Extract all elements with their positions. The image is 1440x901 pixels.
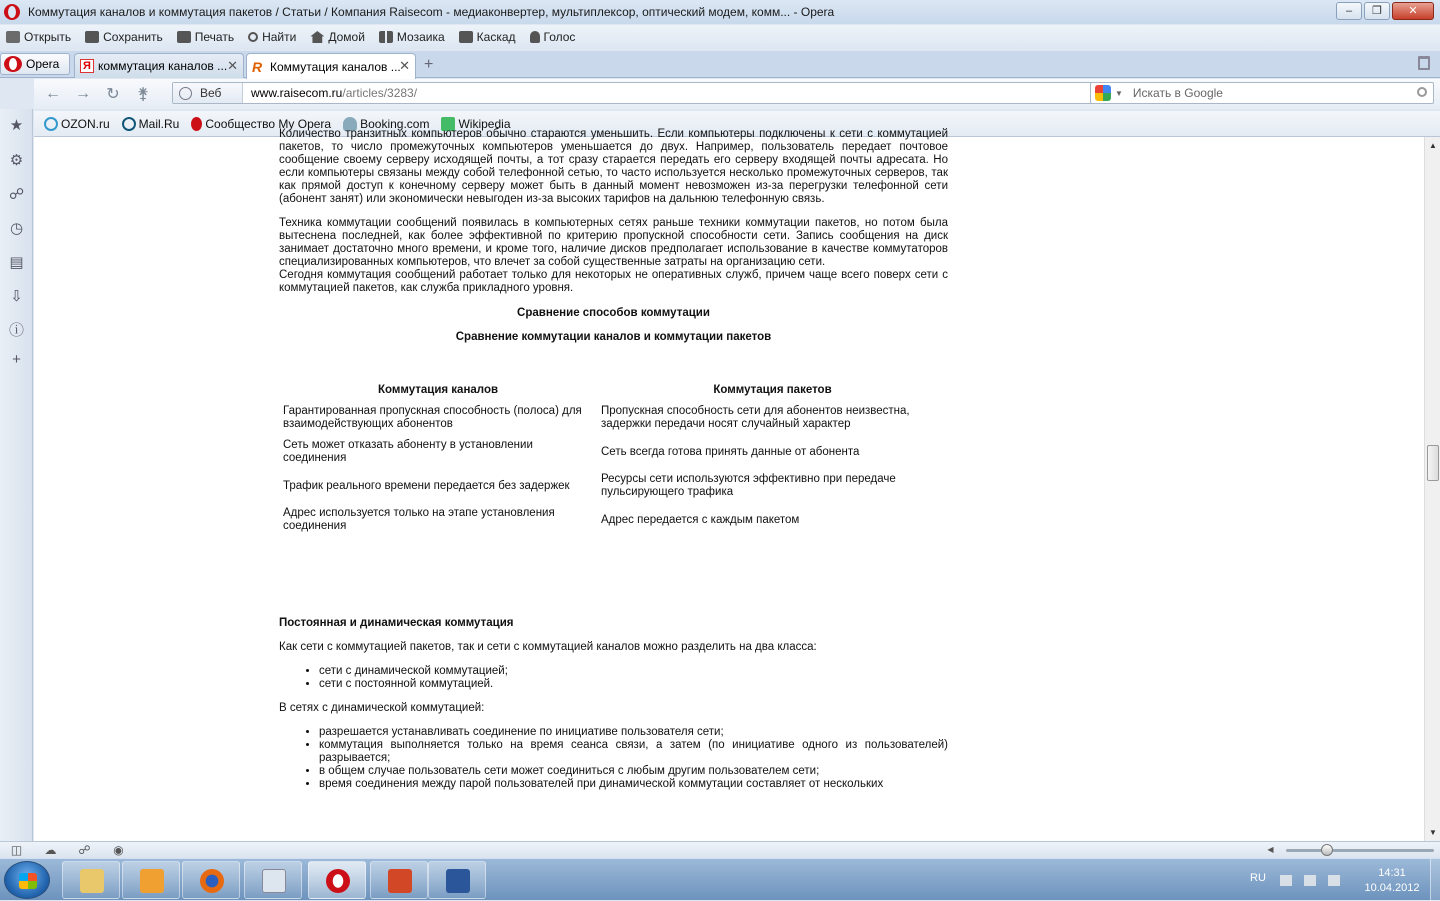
folder-icon (6, 31, 20, 43)
zoom-slider-thumb[interactable] (1321, 844, 1333, 856)
address-row (34, 79, 1440, 109)
taskbar-firefox[interactable] (182, 861, 240, 899)
list-item: • сети с динамической коммутацией; (319, 665, 948, 678)
printer-icon (177, 31, 191, 43)
action-center-flag-icon[interactable] (1304, 875, 1316, 886)
language-indicator[interactable]: RU (1250, 872, 1266, 884)
share-icon[interactable]: ☍ (9, 186, 25, 203)
google-icon (1095, 85, 1111, 101)
search-icon[interactable] (1417, 87, 1427, 97)
cascade-icon (459, 31, 473, 43)
table-row (279, 403, 948, 437)
side-panel (0, 109, 33, 841)
scroll-up-arrow-icon[interactable]: ▲ (1429, 141, 1437, 150)
panel-toggle-icon[interactable]: ◫ (10, 843, 23, 857)
unite-icon[interactable]: ☍ (78, 843, 91, 857)
section-heading: Сравнение способов коммутации (517, 307, 710, 319)
taskbar-calculator[interactable] (244, 861, 302, 899)
list-item: • время соединения между парой пользователей при динамической коммутации составляет от нескольких (319, 778, 948, 791)
opera-icon (326, 869, 350, 893)
status-bar (0, 841, 1440, 858)
comparison-table (279, 380, 948, 539)
web-badge[interactable]: Веб (173, 83, 243, 103)
table-header: Коммутация пакетов (713, 384, 832, 396)
article-paragraph: Техника коммутации сообщений появилась в компьютерных сетях раньше техники коммутации пакетов, но потом была вытеснена последней, как более эффективной по критерию пропускной способности сети. Запись сообщения на диск занимает достаточно много времени, и кроме того, наличие дисков предполагает использование в качестве коммутаторов специализированных компьютеров, что влечет за собой существенные затраты на организацию сети. Сегодня коммутация сообщений работает только для некоторых не оперативных служб, причем чаще всего поверх сети с коммутацией пакетов, как служба прикладного уровня. (279, 217, 948, 294)
globe-icon (179, 87, 192, 100)
windows-logo-icon (19, 873, 37, 889)
toolbar-voice[interactable]: Голос (530, 30, 576, 44)
powerpoint-icon (388, 869, 412, 893)
forward-arrow-icon[interactable]: → (75, 85, 91, 102)
tab-bar (0, 51, 1440, 78)
table-cell: Адрес передается с каждым пакетом (601, 513, 800, 526)
vertical-scrollbar[interactable] (1424, 137, 1440, 841)
table-header-row (279, 380, 948, 403)
article-paragraph: Количество транзитных компьютеров обычно стараются уменьшить. Если компьютеры подключены к сети с коммутацией пакетов, то число промежуточных компьютеров уменьшается до двух. Например, пользователь передает почтовое сообщение своему серверу исходящей почты, а тот сразу старается передать его серверу входящей почты адресата. Но если компьютеры связаны между собой телефонной сетью, то часто используется несколько промежуточных серверов, так как прямой доступ к конечному серверу может быть в данный момент невозможен из-за перегрузки телефонной сети (абонент занят) или экономически невыгоден из-за высоких тарифов на дальнюю телефонную связь. (279, 128, 948, 205)
close-button[interactable]: ✕ (1392, 2, 1434, 20)
clock-icon[interactable]: ◷ (9, 220, 24, 237)
taskbar-media-player[interactable] (122, 861, 180, 899)
table-row (279, 471, 948, 505)
toolbar-print[interactable]: Печать (177, 30, 234, 44)
taskbar-word[interactable] (428, 861, 486, 899)
close-tab-icon[interactable]: ✕ (227, 58, 238, 73)
opera-icon (191, 117, 202, 131)
gear-icon[interactable]: ⚙ (9, 152, 24, 169)
raisecom-icon: R (252, 58, 263, 75)
download-icon[interactable]: ⇩ (10, 288, 23, 305)
key-icon[interactable]: ⚵ (137, 86, 149, 103)
tray-arrow-icon[interactable] (1280, 875, 1292, 886)
cloud-icon[interactable]: ☁ (44, 843, 57, 857)
windows-taskbar (0, 858, 1440, 900)
bookmark-myopera[interactable]: Сообщество My Opera (191, 117, 331, 131)
back-arrow-icon[interactable]: ← (45, 85, 61, 102)
notes-icon[interactable]: ▤ (9, 254, 24, 271)
bookmark-wikipedia[interactable]: Wikipedia (441, 117, 510, 131)
word-icon (446, 869, 470, 893)
yandex-icon: Я (80, 59, 94, 73)
toolbar-save[interactable]: Сохранить (85, 30, 163, 44)
info-icon[interactable]: ⓘ (9, 322, 25, 339)
title-bar (0, 0, 1440, 24)
tab-yandex[interactable]: Я коммутация каналов ... ✕ (74, 53, 244, 78)
trash-icon[interactable] (1418, 56, 1430, 70)
search-icon (248, 32, 258, 42)
table-row (279, 505, 948, 539)
article-paragraph: Как сети с коммутацией пакетов, так и сети с коммутацией каналов можно разделить на два класса: (279, 641, 817, 653)
toolbar-cascade[interactable]: Каскад (459, 30, 516, 44)
opera-logo-icon (4, 56, 22, 72)
bullet-list (319, 726, 948, 791)
bookmark-booking[interactable]: Booking.com (343, 117, 429, 131)
bullet-list (319, 665, 948, 691)
table-cell: Пропускная способность сети для абонентов неизвестна, задержки передачи носят случайный характер (601, 405, 910, 430)
new-tab-plus-icon[interactable]: + (424, 56, 434, 73)
search-placeholder: Искать в Google (1132, 86, 1223, 100)
taskbar-explorer[interactable] (62, 861, 120, 899)
url-text[interactable]: www.raisecom.ru/articles/3283/ (251, 86, 418, 100)
minimize-button[interactable]: – (1336, 2, 1362, 20)
table-cell: Гарантированная пропускная способность (полоса) для взаимодействующих абонентов (283, 405, 582, 430)
save-icon (85, 31, 99, 43)
close-tab-icon[interactable]: ✕ (399, 58, 410, 73)
section-title: Постоянная и динамическая коммутация (279, 617, 514, 629)
page-content (34, 128, 1424, 841)
search-field[interactable] (1090, 82, 1434, 104)
list-item: • разрешается устанавливать соединение по инициативе пользователя сети; (319, 726, 948, 739)
table-cell: Сеть всегда готова принять данные от абонента (601, 445, 860, 458)
add-panel-icon[interactable]: + (12, 351, 21, 368)
toolbar-find[interactable]: Найти (248, 30, 296, 44)
star-icon[interactable]: ★ (9, 117, 24, 134)
table-row (279, 437, 948, 471)
ozon-icon (44, 117, 58, 131)
taskbar-powerpoint[interactable] (370, 861, 428, 899)
list-item: • коммутация выполняется только на время сеанса связи, а затем (по инициативе одного из пользователей) разрывается; (319, 739, 948, 765)
clock[interactable]: 14:31 10.04.2012 (1364, 867, 1420, 894)
toolbar-home[interactable]: Домой (310, 30, 365, 44)
folder-icon (80, 869, 104, 893)
table-cell: Трафик реального времени передается без задержек (283, 479, 570, 492)
mailru-icon (122, 117, 136, 131)
bookmark-ozon[interactable]: OZON.ru (44, 117, 110, 131)
zoom-left-arrow-icon[interactable]: ◀ (1267, 845, 1274, 854)
opera-logo-icon (4, 4, 20, 20)
taskbar-opera[interactable] (308, 861, 366, 899)
voice-icon (530, 31, 540, 43)
window-title: Коммутация каналов и коммутация пакетов / Статьи / Компания Raisecom - медиаконвертер, мультиплексор, оптический модем, комм... - Opera (28, 5, 835, 19)
table-cell: Ресурсы сети используются эффективно при передаче пульсирующего трафика (601, 473, 896, 498)
tile-icon (379, 31, 393, 43)
opera-menu-button[interactable]: Opera (0, 53, 70, 75)
window-controls (1336, 2, 1434, 20)
url-field[interactable] (172, 82, 1118, 104)
calculator-icon (262, 869, 286, 893)
chevron-down-icon[interactable]: ▼ (1115, 88, 1123, 98)
bookmark-mailru[interactable]: Mail.Ru (122, 117, 180, 131)
article (279, 128, 948, 802)
start-button[interactable] (4, 861, 50, 899)
home-icon (310, 31, 324, 43)
media-player-icon (140, 869, 164, 893)
scroll-down-arrow-icon[interactable]: ▼ (1429, 828, 1437, 837)
maximize-button[interactable]: ❐ (1364, 2, 1390, 20)
toolbar-tile[interactable]: Мозаика (379, 30, 445, 44)
toolbar-open[interactable]: Открыть (6, 30, 71, 44)
table-header: Коммутация каналов (377, 384, 499, 396)
article-paragraph: В сетях с динамической коммутацией: (279, 702, 485, 714)
network-signal-icon[interactable] (1328, 875, 1340, 886)
list-item: • в общем случае пользователь сети может соединиться с любым другим пользователем сети; (319, 765, 948, 778)
turbo-icon[interactable]: ◉ (113, 843, 124, 857)
show-desktop-button[interactable] (1430, 859, 1440, 901)
table-cell: Адрес используется только на этапе установления соединения (283, 507, 555, 532)
list-item: • сети с постоянной коммутацией. (319, 678, 948, 691)
table-cell: Сеть может отказать абоненту в установлении соединения (283, 439, 533, 464)
zoom-slider[interactable] (1286, 849, 1434, 852)
firefox-icon (200, 869, 224, 893)
tab-raisecom[interactable]: R Коммутация каналов ... ✕ (246, 53, 416, 79)
section-subheading: Сравнение коммутации каналов и коммутации пакетов (455, 331, 772, 343)
reload-icon[interactable]: ↻ (106, 86, 120, 103)
scrollbar-thumb[interactable] (1427, 445, 1439, 481)
main-toolbar (0, 25, 1440, 49)
